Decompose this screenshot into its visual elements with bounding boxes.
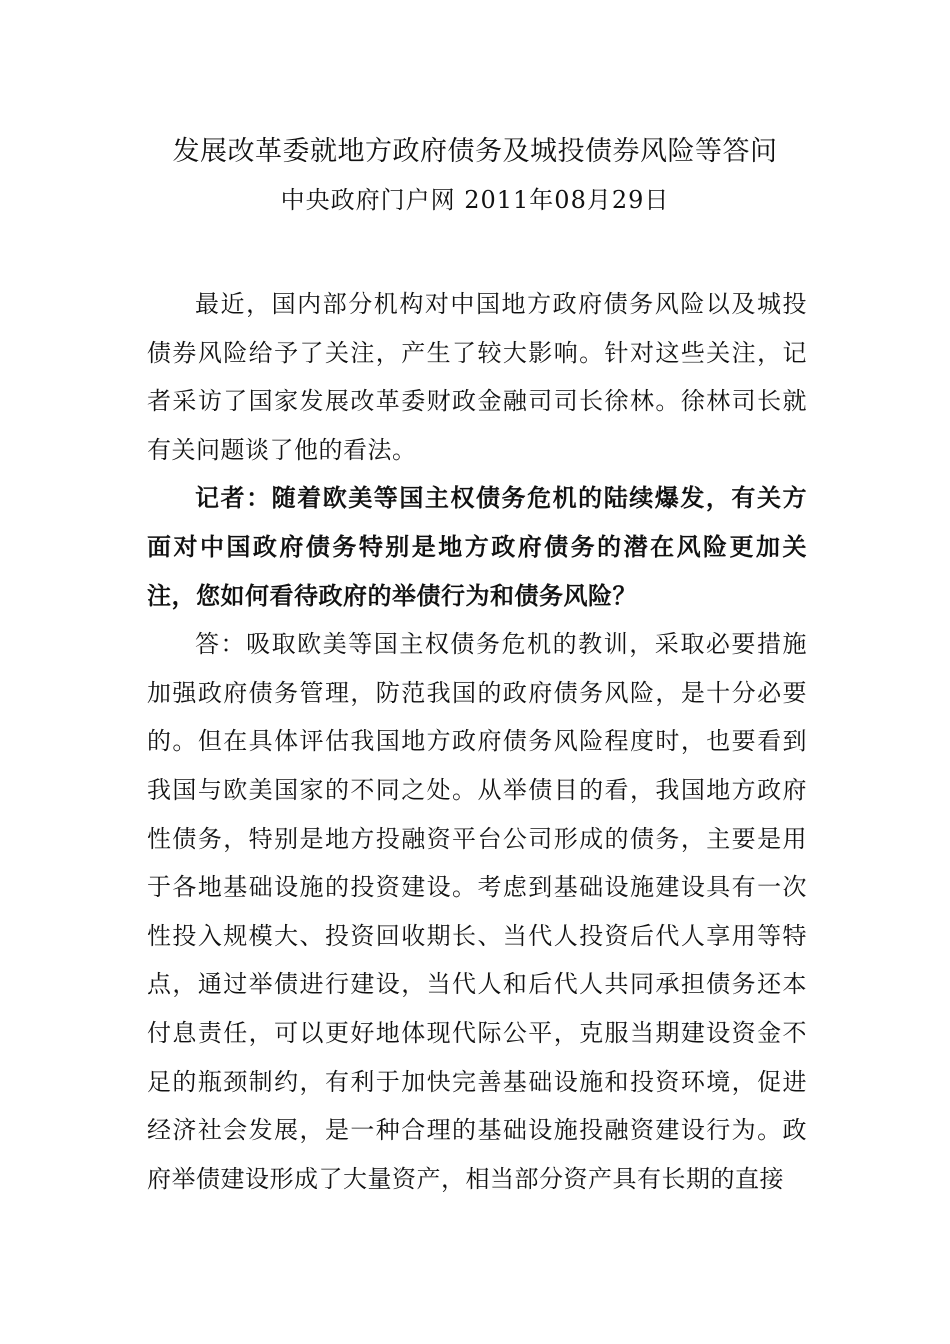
answer-paragraph: 答：吸取欧美等国主权债务危机的教训，采取必要措施加强政府债务管理，防范我国的政府债务风险，是十分必要的。但在具体评估我国地方政府债务风险程度时，也要看到我国与欧美国家的不同之处。从举债目的看，我国地方政府性债务，特别是地方投融资平台公司形成的债务，主要是用于各地基础设施的投资建设。考虑到基础设施建设具有一次性投入规模大、投资回收期长、当代人投资后代人享用等特点，通过举债进行建设，当代人和后代人共同承担债务还本付息责任，可以更好地体现代际公平，克服当期建设资金不足的瓶颈制约，有利于加快完善基础设施和投资环境，促进经济社会发展，是一种合理的基础设施投融资建设行为。政府举债建设形成了大量资产，相当部分资产具有长期的直接 (147, 630, 807, 1193)
source-date-line: 中央政府门户网 2011年08月29日 (280, 186, 670, 214)
intro-paragraph: 最近，国内部分机构对中国地方政府债务风险以及城投债券风险给予了关注，产生了较大影响。针对这些关注，记者采访了国家发展改革委财政金融司司长徐林。徐林司长就有关问题谈了他的看法。 (147, 290, 807, 464)
question-paragraph: 记者：随着欧美等国主权债务危机的陆续爆发，有关方面对中国政府债务特别是地方政府债务的潜在风险更加关注，您如何看待政府的举债行为和债务风险？ (147, 484, 807, 610)
document-title: 发展改革委就地方政府债务及城投债券风险等答问 (172, 136, 778, 167)
article-body (147, 280, 807, 1203)
